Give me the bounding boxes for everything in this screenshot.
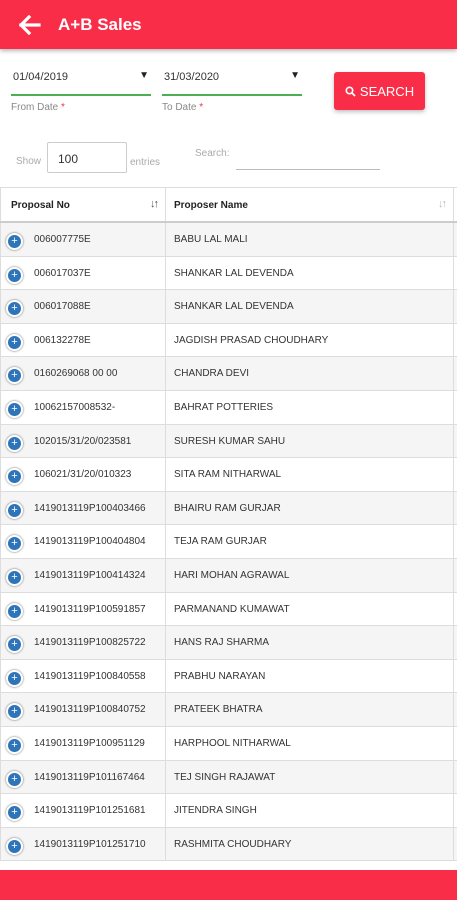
entries-label: entries (130, 157, 161, 168)
proposal-no-cell (0, 794, 166, 827)
table-row[interactable] (0, 425, 457, 459)
column-header-proposal-no[interactable]: Proposal No ↓↑ (0, 188, 166, 221)
from-date-label: From Date * (11, 102, 65, 113)
proposer-name-cell (166, 660, 454, 693)
proposal-no: 006132278E (34, 334, 91, 346)
expand-row-icon[interactable]: + (6, 603, 23, 620)
proposer-name-cell (166, 559, 454, 592)
sort-icon: ↓↑ (150, 198, 157, 210)
proposer-name-cell (166, 458, 454, 491)
expand-row-icon[interactable]: + (6, 569, 23, 586)
proposer-name-cell (166, 626, 454, 659)
proposal-no-cell (0, 223, 166, 256)
proposal-no: 006007775E (34, 234, 91, 245)
entries-input[interactable]: 100 (47, 142, 127, 173)
page-title: A+B Sales (58, 14, 142, 34)
proposal-no-cell (0, 727, 166, 760)
from-date-dropdown[interactable] (11, 64, 151, 96)
expand-row-icon[interactable]: + (6, 334, 23, 351)
proposer-name-cell (166, 391, 454, 424)
expand-row-icon[interactable]: + (6, 804, 23, 821)
proposer-name-cell (166, 693, 454, 726)
proposal-no-cell (0, 761, 166, 794)
expand-row-icon[interactable]: + (6, 737, 23, 754)
to-date-label: To Date * (162, 102, 204, 113)
table-row[interactable] (0, 593, 457, 627)
proposal-no: 106021/31/20/010323 (34, 469, 132, 481)
search-label: Search: (195, 148, 230, 159)
to-date-dropdown[interactable] (162, 64, 302, 96)
expand-row-icon[interactable]: + (6, 838, 23, 855)
expand-row-icon[interactable]: + (6, 771, 23, 788)
proposer-name: PRABHU NARAYAN (174, 670, 266, 682)
proposer-name: JITENDRA SINGH (174, 805, 257, 817)
sort-icon: ↓↑ (438, 198, 445, 210)
expand-row-icon[interactable]: + (6, 401, 23, 418)
proposer-name: JAGDISH PRASAD CHOUDHARY (174, 334, 329, 346)
search-button-label: SEARCH (359, 83, 415, 99)
proposer-name-cell (166, 290, 454, 323)
proposal-no: 1419013119P100840752 (34, 704, 146, 716)
expand-row-icon[interactable]: + (6, 468, 23, 485)
table-row[interactable] (0, 761, 457, 795)
proposal-no-cell (0, 257, 166, 290)
proposer-name: BHAIRU RAM GURJAR (174, 502, 281, 514)
proposal-no-cell (0, 324, 166, 357)
expand-row-icon[interactable]: + (6, 367, 23, 384)
app-bar (0, 0, 457, 49)
proposer-name-cell (166, 492, 454, 525)
table-row[interactable] (0, 458, 457, 492)
table-row[interactable] (0, 223, 457, 257)
proposal-no: 1419013119P101251710 (34, 838, 146, 850)
table-row[interactable] (0, 727, 457, 761)
expand-row-icon[interactable]: + (6, 267, 23, 284)
proposer-name: SHANKAR LAL DEVENDA (174, 301, 294, 313)
proposal-no-cell (0, 357, 166, 390)
proposer-name-cell (166, 761, 454, 794)
expand-row-icon[interactable]: + (6, 535, 23, 552)
proposer-name: HARI MOHAN AGRAWAL (174, 569, 290, 581)
proposer-name: PRATEEK BHATRA (174, 704, 263, 716)
proposer-name-cell (166, 794, 454, 827)
table-row[interactable] (0, 559, 457, 593)
proposer-name-cell (166, 593, 454, 626)
proposer-name: BAHRAT POTTERIES (174, 401, 274, 413)
proposal-no: 1419013119P101167464 (34, 771, 145, 783)
table-row[interactable] (0, 324, 457, 358)
expand-row-icon[interactable]: + (6, 300, 23, 317)
proposal-no: 10062157008532- (34, 401, 116, 413)
proposer-name-cell (166, 257, 454, 290)
proposer-name-cell (166, 828, 454, 861)
table-row[interactable] (0, 357, 457, 391)
proposal-no-cell (0, 458, 166, 491)
proposals-table (0, 187, 457, 861)
expand-row-icon[interactable]: + (6, 703, 23, 720)
proposer-name-cell (166, 223, 454, 256)
proposal-no-cell (0, 391, 166, 424)
table-header (0, 187, 457, 223)
proposal-no-cell (0, 593, 166, 626)
proposal-no: 006017037E (34, 267, 91, 279)
bottom-bar (0, 870, 457, 900)
proposer-name: TEJA RAM GURJAR (174, 536, 267, 548)
proposal-no-cell (0, 290, 166, 323)
proposer-name-cell (166, 324, 454, 357)
proposal-no-cell (0, 492, 166, 525)
table-row[interactable] (0, 693, 457, 727)
proposal-no: 1419013119P101251681 (34, 805, 146, 817)
search-button[interactable] (334, 72, 425, 110)
table-row[interactable] (0, 525, 457, 559)
proposer-name-cell (166, 727, 454, 760)
to-date-value: 31/03/2020 (164, 71, 220, 83)
expand-row-icon[interactable]: + (6, 435, 23, 452)
search-icon (345, 86, 356, 97)
column-header-proposer-name[interactable]: Proposer Name ↓↑ (166, 188, 454, 221)
proposer-name: SURESH KUMAR SAHU (174, 435, 286, 447)
proposer-name-cell (166, 357, 454, 390)
table-row[interactable] (0, 391, 457, 425)
caret-down-icon: ▼ (290, 70, 300, 81)
proposal-no: 006017088E (34, 301, 91, 313)
proposal-no: 1419013119P100403466 (34, 502, 146, 514)
table-row[interactable] (0, 660, 457, 694)
proposal-no-cell (0, 693, 166, 726)
from-date-value: 01/04/2019 (13, 71, 69, 83)
proposer-name: HARPHOOL NITHARWAL (174, 737, 291, 749)
proposal-no: 1419013119P100404804 (34, 536, 146, 548)
proposer-name: SHANKAR LAL DEVENDA (174, 267, 294, 279)
proposer-name-cell (166, 525, 454, 558)
proposer-name: PARMANAND KUMAWAT (174, 603, 290, 615)
proposal-no: 1419013119P100825722 (34, 637, 146, 649)
proposal-no: 0160269068 00 00 (34, 368, 118, 380)
expand-row-icon[interactable]: + (6, 636, 23, 653)
proposal-no-cell (0, 559, 166, 592)
expand-row-icon[interactable]: + (6, 670, 23, 687)
proposer-name-cell (166, 425, 454, 458)
proposal-no: 1419013119P100414324 (34, 569, 146, 581)
proposal-no-cell (0, 525, 166, 558)
proposer-name: BABU LAL MALI (174, 234, 248, 245)
proposal-no: 1419013119P100951129 (34, 737, 145, 749)
expand-row-icon[interactable]: + (6, 502, 23, 519)
proposal-no: 1419013119P100591857 (34, 603, 146, 615)
show-label: Show (16, 156, 42, 167)
table-row[interactable] (0, 626, 457, 660)
table-row[interactable] (0, 290, 457, 324)
proposal-no: 1419013119P100840558 (34, 670, 146, 682)
proposal-no: 102015/31/20/023581 (34, 435, 132, 447)
proposal-no-cell (0, 660, 166, 693)
proposer-name: TEJ SINGH RAJAWAT (174, 771, 276, 783)
proposer-name: HANS RAJ SHARMA (174, 637, 270, 649)
back-arrow-icon[interactable] (18, 13, 42, 37)
table-row[interactable] (0, 492, 457, 526)
table-row[interactable] (0, 828, 457, 862)
proposer-name: SITA RAM NITHARWAL (174, 469, 282, 481)
search-input[interactable] (236, 169, 380, 170)
proposal-no-cell (0, 425, 166, 458)
expand-row-icon[interactable]: + (6, 233, 23, 250)
proposer-name: RASHMITA CHOUDHARY (174, 838, 292, 850)
proposal-no-cell (0, 626, 166, 659)
proposal-no-cell (0, 828, 166, 861)
table-row[interactable] (0, 257, 457, 291)
table-body (0, 223, 457, 861)
table-row[interactable] (0, 794, 457, 828)
caret-down-icon: ▼ (139, 70, 149, 81)
proposer-name: CHANDRA DEVI (174, 368, 250, 380)
